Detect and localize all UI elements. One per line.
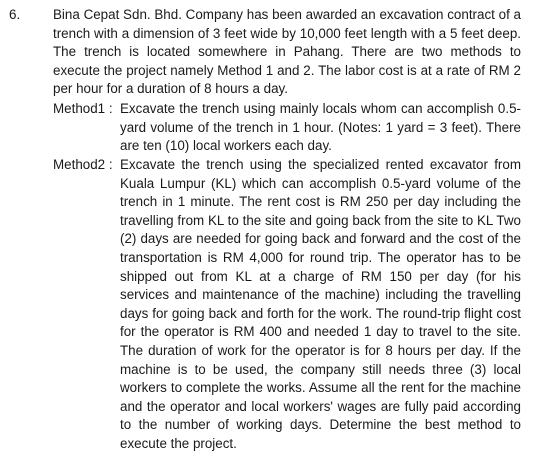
question-intro: Bina Cepat Sdn. Bhd. Company has been awarded an excavation contract of a trench with a dimension of 3 feet wide by 10,000 feet length with a 5 feet deep. The trench is located somewhere in Pahang. There are two methods to execute the project namely Method 1 and 2. The labor cost is at a rate of RM 2 per hour for a duration of 8 hours a day.	[53, 7, 521, 97]
method-2-text: Excavate the trench using the specialized rented excavator from Kuala Lumpur (KL) which can accomplish 0.5-yard volume of the trench in 1 minute. The rent cost is RM 250 per day including the travelling from KL to the site and going back from the site to KL Two (2) days are needed for going back and forward and the cost of the transportation is RM 4,000 for round trip. The operator has to be shipped out from KL at a charge of RM 150 per day (for his services and maintenance of the machine) including the travelling days for going back and forth for the work. The round-trip flight cost for the operator is RM 400 and needed 1 day to travel to the site. The duration of work for the operator is for 8 hours per day. If the machine is to be used, the company still needs three (3) local workers to complete the works. Assume all the rent for the machine and the operator and local workers' wages are fully paid according to the number of working days. Determine the best method to execute the project.	[120, 157, 521, 451]
question-number: 6.	[9, 7, 21, 22]
method-2-label: Method2 :	[53, 157, 113, 172]
method-1-text: Excavate the trench using mainly locals whom can accomplish 0.5-yard volume of the trench in 1 hour. (Notes: 1 yard = 3 feet). There are ten (10) local workers each day.	[120, 101, 521, 154]
method-1-label: Method1 :	[53, 101, 113, 116]
